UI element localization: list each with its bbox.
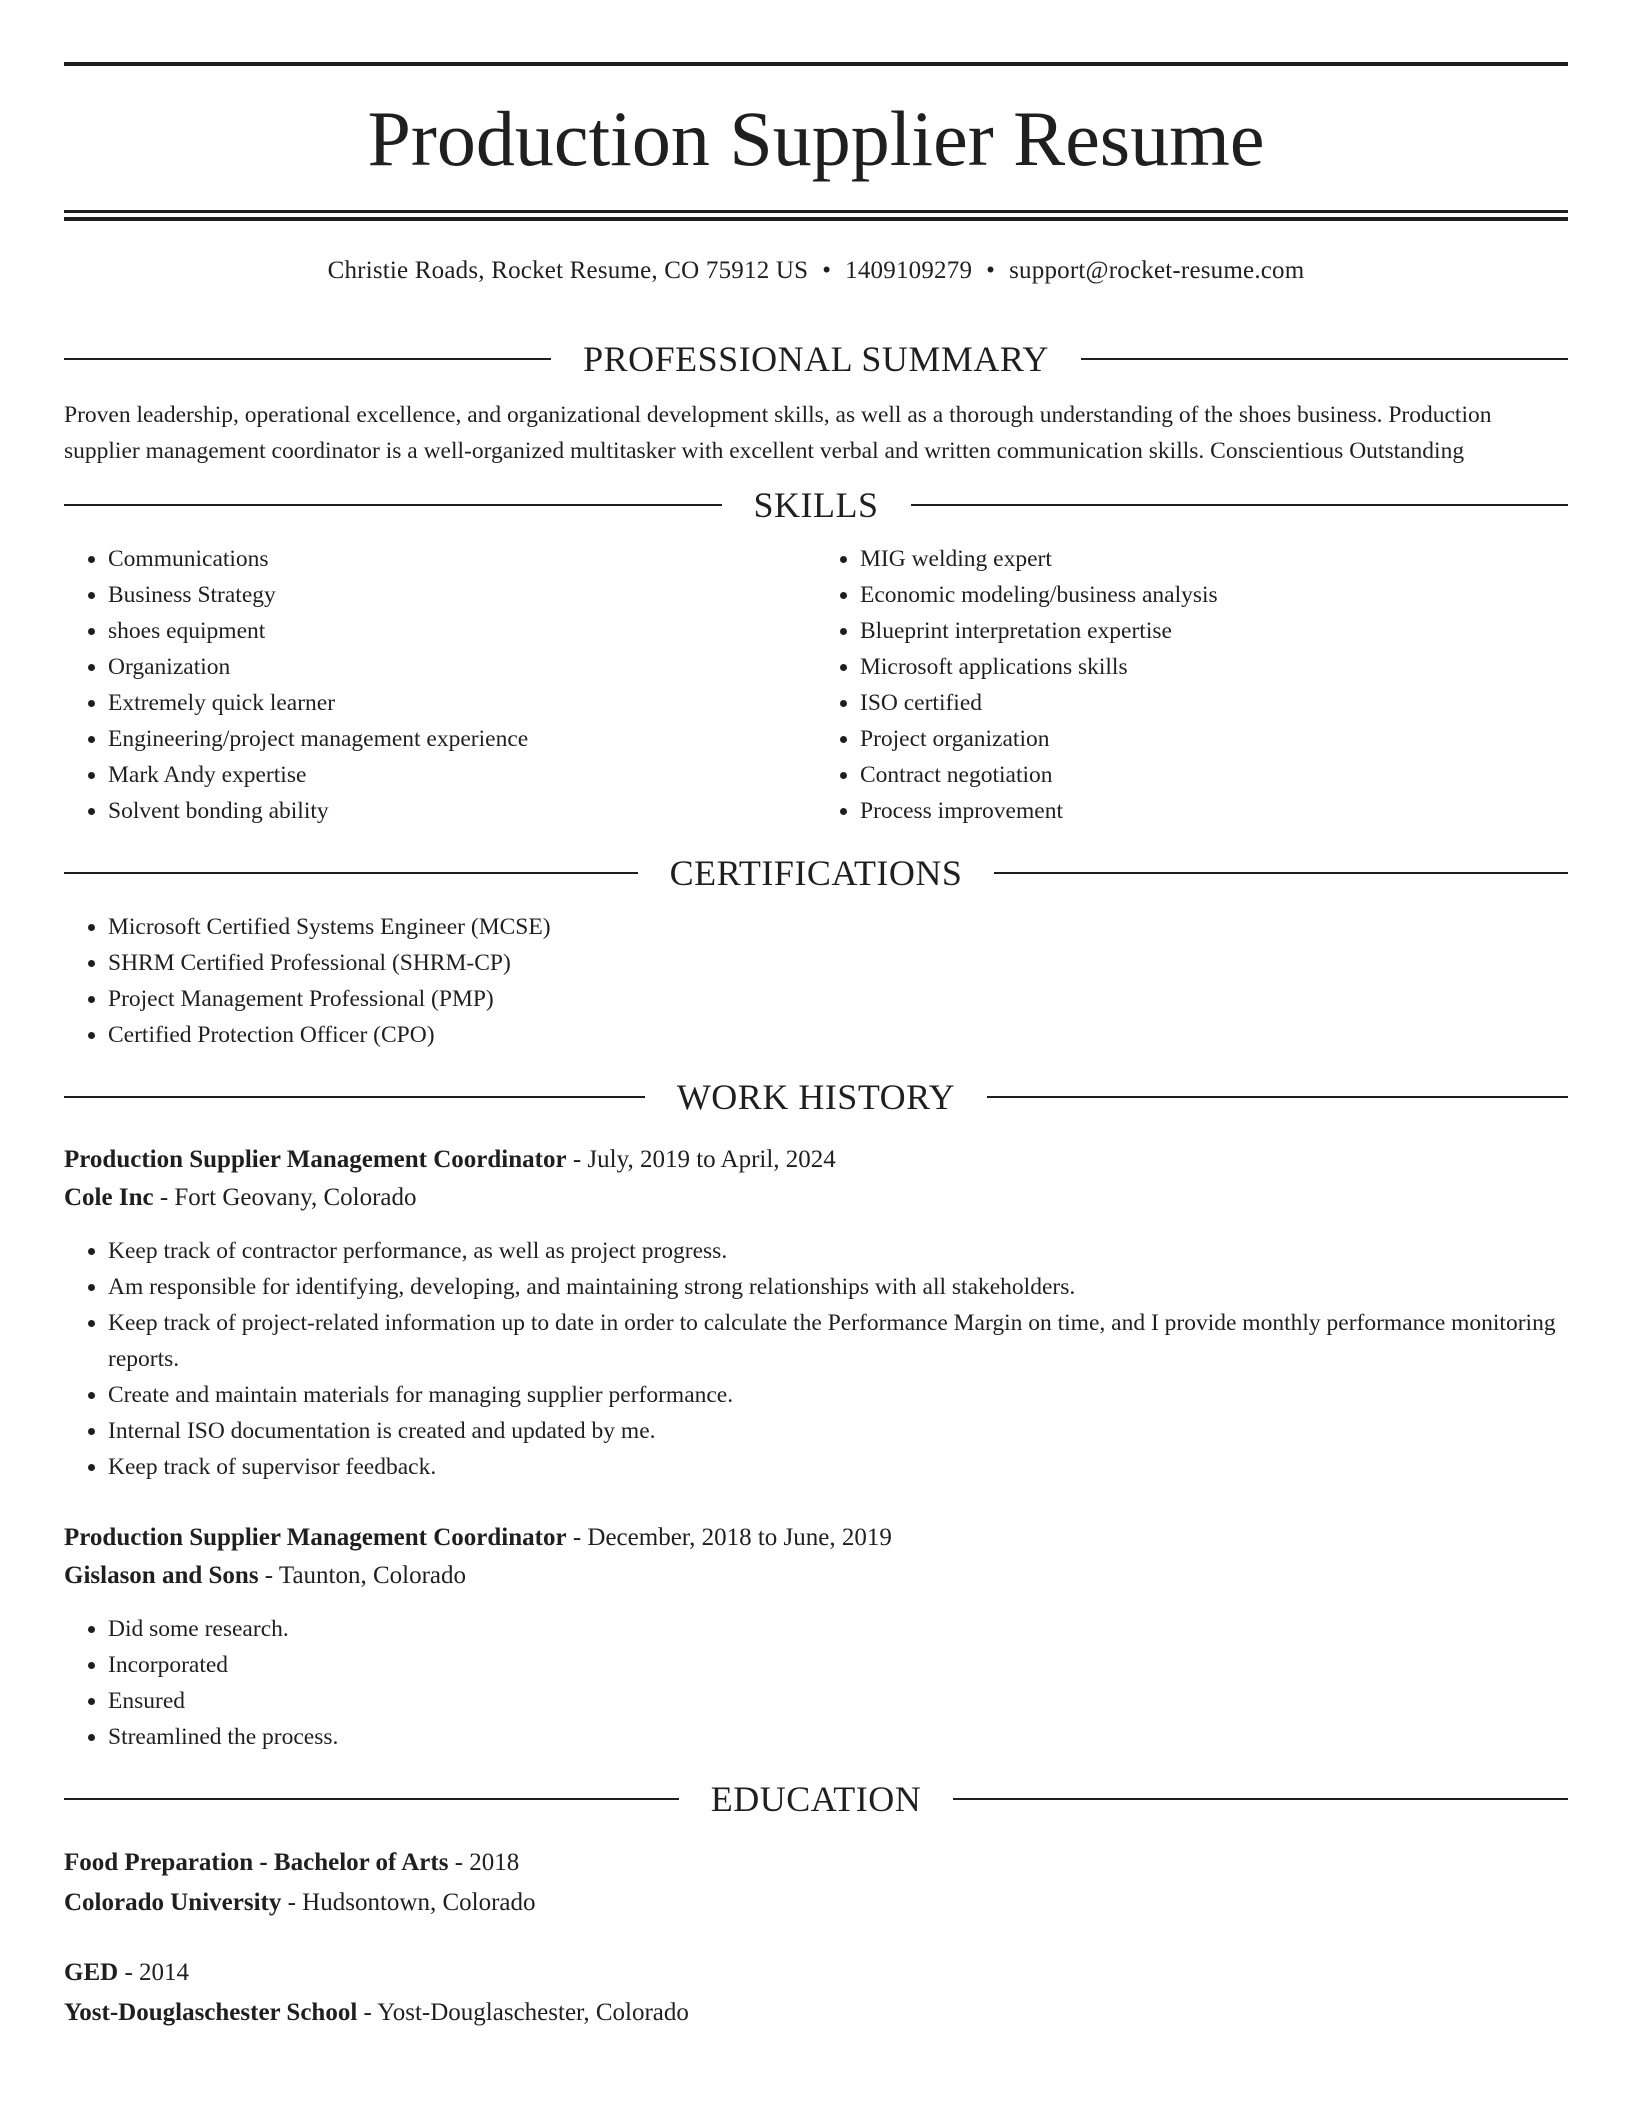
section-title: SKILLS — [753, 485, 879, 525]
contact-phone: 1409109279 — [845, 257, 973, 284]
job-title-line — [64, 1519, 1568, 1557]
section-rule — [911, 504, 1569, 506]
list-item: • shoes equipment — [108, 613, 816, 649]
list-item: • ISO certified — [860, 685, 1568, 721]
section-title: CERTIFICATIONS — [669, 853, 963, 893]
job-company-line — [64, 1179, 1568, 1217]
degree: Food Preparation - Bachelor of Arts — [64, 1849, 449, 1876]
section-title: WORK HISTORY — [676, 1077, 956, 1117]
section-header-certifications — [64, 853, 1568, 893]
job-title: Production Supplier Management Coordinator — [64, 1524, 567, 1551]
job-location: - Fort Geovany, Colorado — [153, 1184, 417, 1211]
summary-text: Proven leadership, operational excellence, and organizational development skills, as well as a thorough understanding of the shoes business. Production supplier management coordinator is a well-organized multitasker with excellent verbal and written communication skills. Conscientious Outstanding — [64, 402, 1492, 464]
list-item: • Did some research. — [108, 1611, 1568, 1647]
contact-email: support@rocket-resume.com — [1009, 257, 1305, 284]
job-company: Cole Inc — [64, 1184, 154, 1211]
contact-line — [64, 257, 1568, 297]
job-title: Production Supplier Management Coordinator — [64, 1146, 567, 1173]
degree-line — [64, 1843, 1568, 1883]
list-item: • Project Management Professional (PMP) — [108, 981, 1568, 1017]
list-item: • Mark Andy expertise — [108, 757, 816, 793]
section-header-education — [64, 1779, 1568, 1819]
job-location: - Taunton, Colorado — [258, 1562, 467, 1589]
section-title: PROFESSIONAL SUMMARY — [583, 339, 1049, 379]
section-rule — [994, 872, 1568, 874]
list-item: • Organization — [108, 649, 816, 685]
top-rule — [64, 62, 1568, 66]
job-company: Gislason and Sons — [64, 1562, 259, 1589]
school: Colorado University — [64, 1889, 282, 1916]
contact-separator: • — [822, 257, 832, 284]
certifications-list — [64, 909, 1568, 1053]
education-entry — [64, 1843, 1568, 1923]
list-item: • Streamlined the process. — [108, 1719, 1568, 1755]
section-rule — [64, 1096, 645, 1098]
list-item: • Business Strategy — [108, 577, 816, 613]
list-item: • Contract negotiation — [860, 757, 1568, 793]
education-entry — [64, 1953, 1568, 2033]
list-item: • Internal ISO documentation is created and updated by me. — [108, 1413, 1568, 1449]
skills-columns — [64, 541, 1568, 829]
section-header-summary — [64, 339, 1568, 379]
job-bullets — [64, 1233, 1568, 1485]
section-rule — [64, 1798, 679, 1800]
section-header-skills — [64, 485, 1568, 525]
degree-year: - 2014 — [118, 1959, 190, 1986]
skills-list-right — [816, 541, 1568, 829]
section-rule — [1081, 358, 1568, 360]
degree: GED — [64, 1959, 119, 1986]
list-item: • Economic modeling/business analysis — [860, 577, 1568, 613]
section-rule — [987, 1096, 1568, 1098]
list-item: • Certified Protection Officer (CPO) — [108, 1017, 1568, 1053]
list-item: • Keep track of project-related information up to date in order to calculate the Performance Margin on time, and I provide monthly performance monitoring reports. — [108, 1305, 1568, 1377]
list-item: • MIG welding expert — [860, 541, 1568, 577]
job-title-line — [64, 1141, 1568, 1179]
list-item: • Process improvement — [860, 793, 1568, 829]
contact-address: Christie Roads, Rocket Resume, CO 75912 US — [327, 257, 809, 284]
section-rule — [64, 504, 722, 506]
list-item: • Microsoft Certified Systems Engineer (MCSE) — [108, 909, 1568, 945]
school-location: - Yost-Douglaschester, Colorado — [357, 1999, 689, 2026]
school-line — [64, 1883, 1568, 1923]
list-item: • Project organization — [860, 721, 1568, 757]
list-item: • Engineering/project management experience — [108, 721, 816, 757]
job-bullets — [64, 1611, 1568, 1755]
section-rule — [64, 358, 551, 360]
list-item: • SHRM Certified Professional (SHRM-CP) — [108, 945, 1568, 981]
degree-line — [64, 1953, 1568, 1993]
list-item: • Microsoft applications skills — [860, 649, 1568, 685]
job-company-line — [64, 1557, 1568, 1595]
list-item: • Create and maintain materials for managing supplier performance. — [108, 1377, 1568, 1413]
list-item: • Blueprint interpretation expertise — [860, 613, 1568, 649]
school-line — [64, 1993, 1568, 2033]
job-entry — [64, 1141, 1568, 1485]
school-location: - Hudsontown, Colorado — [281, 1889, 536, 1916]
job-dates: - July, 2019 to April, 2024 — [566, 1146, 836, 1173]
list-item: • Extremely quick learner — [108, 685, 816, 721]
list-item: • Am responsible for identifying, developing, and maintaining strong relationships with all stakeholders. — [108, 1269, 1568, 1305]
list-item: • Ensured — [108, 1683, 1568, 1719]
list-item: • Keep track of contractor performance, as well as project progress. — [108, 1233, 1568, 1269]
school: Yost-Douglaschester School — [64, 1999, 358, 2026]
page-title: Production Supplier Resume — [367, 95, 1265, 182]
job-dates: - December, 2018 to June, 2019 — [566, 1524, 892, 1551]
section-rule — [64, 872, 638, 874]
title-double-rule — [64, 210, 1568, 221]
list-item: • Incorporated — [108, 1647, 1568, 1683]
contact-separator: • — [986, 257, 996, 284]
section-rule — [953, 1798, 1568, 1800]
list-item: • Solvent bonding ability — [108, 793, 816, 829]
degree-year: - 2018 — [448, 1849, 520, 1876]
list-item: • Keep track of supervisor feedback. — [108, 1449, 1568, 1485]
skills-list-left — [64, 541, 816, 829]
section-title: EDUCATION — [710, 1779, 922, 1819]
job-entry — [64, 1519, 1568, 1755]
section-header-work-history — [64, 1077, 1568, 1117]
list-item: • Communications — [108, 541, 816, 577]
